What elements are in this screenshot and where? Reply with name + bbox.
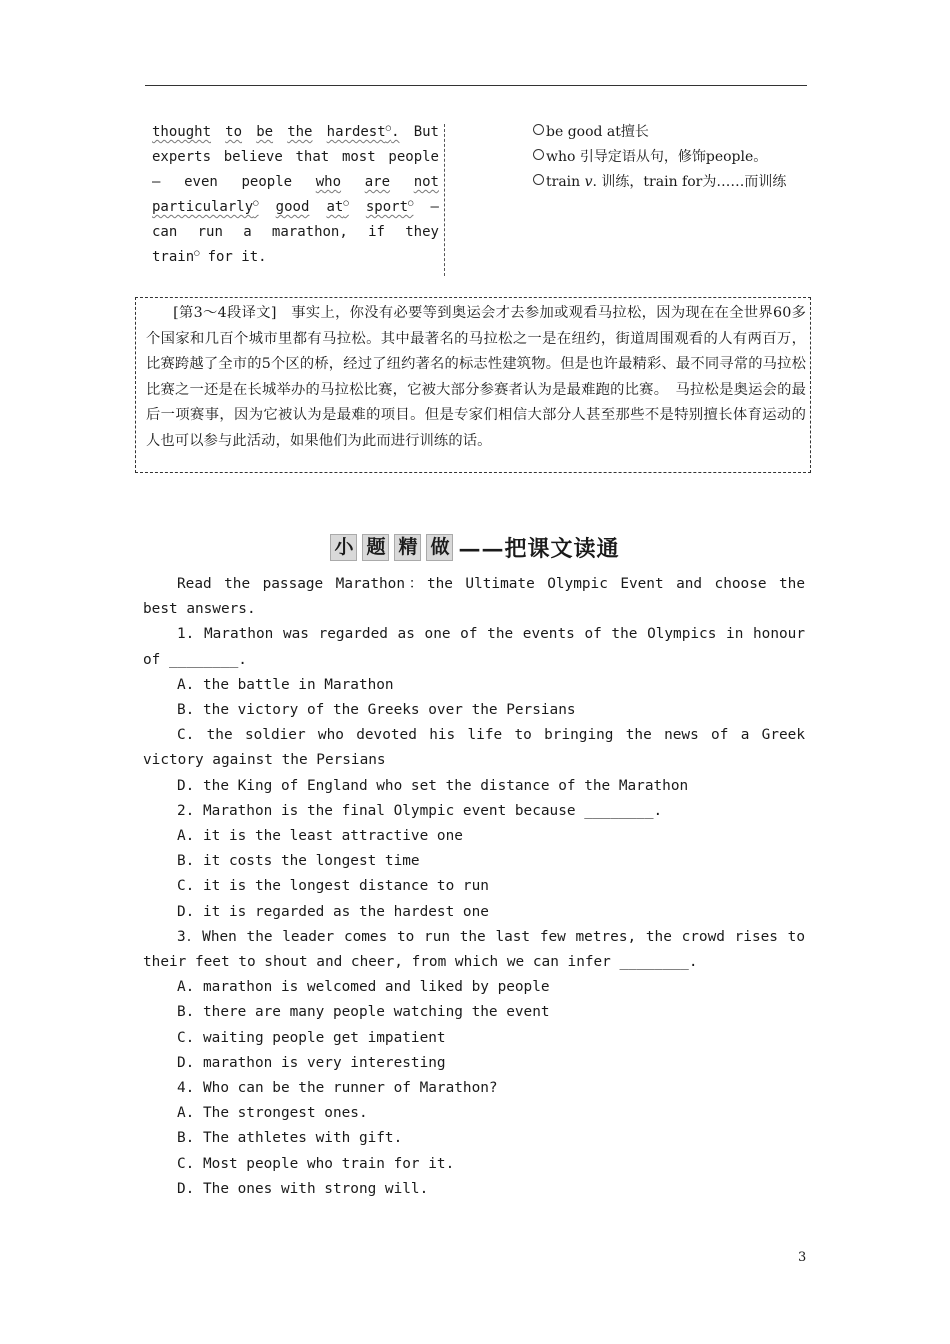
passage-word: if — [368, 224, 385, 240]
answer-option: B. it costs the longest time — [177, 853, 420, 870]
passage-word: not — [413, 174, 439, 190]
answer-option: A. The strongest ones. — [177, 1105, 368, 1122]
passage-word: — — [152, 174, 161, 190]
passage-word: people — [388, 149, 439, 165]
answer-option: D. marathon is very interesting — [177, 1054, 446, 1071]
passage-line — [152, 145, 439, 170]
passage-line — [152, 120, 439, 145]
header-rule — [145, 85, 807, 86]
passage-line — [152, 195, 439, 220]
passage-line — [152, 170, 439, 195]
passage-word: to — [225, 124, 243, 140]
annotation-notes — [533, 120, 786, 195]
passage-word: marathon, — [271, 224, 348, 240]
answer-option: B. The athletes with gift. — [177, 1130, 403, 1147]
answer-option: D. the King of England who set the distance of the Marathon — [177, 777, 689, 794]
annotation-marker-icon: ○ — [194, 248, 200, 259]
answer-option: C. waiting people get impatient — [177, 1029, 446, 1046]
passage-word: good — [275, 199, 310, 215]
question-list — [143, 572, 805, 1202]
answer-option: C. it is the longest distance to run — [177, 878, 489, 895]
heading-subtitle: 把课文读通 — [504, 536, 620, 562]
passage-word: at○ — [326, 198, 349, 215]
passage-word: hardest○. — [326, 123, 400, 140]
question-stem: 3．When the leader comes to run the last few metres, the crowd rises to their feet to shout and cheer, from which we can infer ________. — [143, 928, 805, 971]
passage-word: people — [241, 174, 293, 190]
annotation-marker-icon: ○ — [253, 198, 259, 209]
passage-word: they — [405, 224, 439, 240]
passage-word: for it. — [207, 249, 267, 265]
question-stem: 1. Marathon was regarded as one of the events of the Olympics in honour of ________. — [143, 626, 805, 668]
answer-option: D. The ones with strong will. — [177, 1180, 429, 1197]
passage-word: be — [256, 124, 274, 140]
annotation-marker-icon: ○ — [385, 123, 392, 134]
note-marker-icon — [533, 124, 544, 135]
answer-option: C. Most people who train for it. — [177, 1155, 455, 1172]
passage-line — [152, 220, 439, 245]
passage-word: But — [413, 124, 439, 140]
annotation-marker-icon: ○ — [343, 198, 349, 209]
column-divider — [444, 124, 445, 276]
passage-word: the — [287, 124, 313, 140]
passage-word: even — [184, 174, 218, 190]
passage-word: thought — [152, 124, 212, 140]
answer-option: D. it is regarded as the hardest one — [177, 903, 489, 920]
passage-word: particularly○ — [152, 198, 259, 215]
passage-word: run — [197, 224, 223, 240]
translation-text: [第3～4段译文] 事实上，你没有必要等到奥运会才去参加或观看马拉松，因为现在在全世界60多个国家和几百个城市里都有马拉松。其中最著名的马拉松之一是在纽约，街道周围观看的人有两百万，比赛跨越了全市的5个区的桥，经过了纽约著名的标志性建筑物。但是也许最精彩、最不同寻常的马拉松比赛之一还是在长城举办的马拉松比赛，它被大部分参赛者认为是最难跑的比赛。 马拉松是奥运会的最后一项赛事，因为它被认为是最难的项目。但是专家们相信大部分人甚至那些不是特别擅长体育运动的人也可以参与此活动，如果他们为此而进行训练的话。 — [146, 305, 806, 449]
note-item: who 引导定语从句，修饰people。 — [533, 145, 786, 170]
answer-option: C. the soldier who devoted his life to bringing the news of a Greek victory against the Persians — [143, 727, 805, 769]
annotation-marker-icon: ○ — [408, 198, 414, 209]
note-item: train v. 训练，train for为……而训练 — [533, 170, 786, 195]
passage-word: can — [152, 224, 178, 240]
heading-boxed-char: 小 — [330, 534, 357, 561]
heading-boxed-char: 精 — [394, 534, 421, 561]
heading-boxed-char: 题 — [362, 534, 389, 561]
passage-word: are — [364, 174, 391, 190]
passage-excerpt — [152, 120, 439, 270]
passage-word: a — [243, 224, 252, 240]
passage-line — [152, 245, 439, 270]
passage-word: most — [341, 149, 376, 165]
note-marker-icon — [533, 149, 544, 160]
answer-option: B. the victory of the Greeks over the Persians — [177, 702, 576, 719]
note-marker-icon — [533, 174, 544, 185]
passage-word: that — [295, 149, 330, 165]
heading-dash: —— — [458, 536, 505, 562]
instructions: Read the passage Marathon：the Ultimate Olympic Event and choose the best answers. — [143, 576, 805, 618]
translation-box — [135, 297, 811, 473]
passage-word: believe — [223, 149, 283, 165]
passage-word: train○ — [152, 248, 200, 265]
question-stem: 4. Who can be the runner of Marathon? — [177, 1080, 498, 1097]
note-item: be good at擅长 — [533, 120, 786, 145]
heading-boxed-char: 做 — [426, 534, 453, 561]
page-number: 3 — [798, 1250, 807, 1265]
answer-option: A. it is the least attractive one — [177, 828, 463, 845]
answer-option: B. there are many people watching the event — [177, 1004, 550, 1021]
passage-word: who — [315, 174, 342, 190]
passage-word: sport○ — [365, 198, 414, 215]
section-heading — [0, 532, 950, 563]
question-stem: 2. Marathon is the final Olympic event because ________. — [177, 802, 663, 819]
answer-option: A. the battle in Marathon — [177, 676, 394, 693]
answer-option: A. marathon is welcomed and liked by people — [177, 979, 550, 996]
passage-word: experts — [152, 149, 212, 165]
passage-word: — — [430, 199, 439, 215]
